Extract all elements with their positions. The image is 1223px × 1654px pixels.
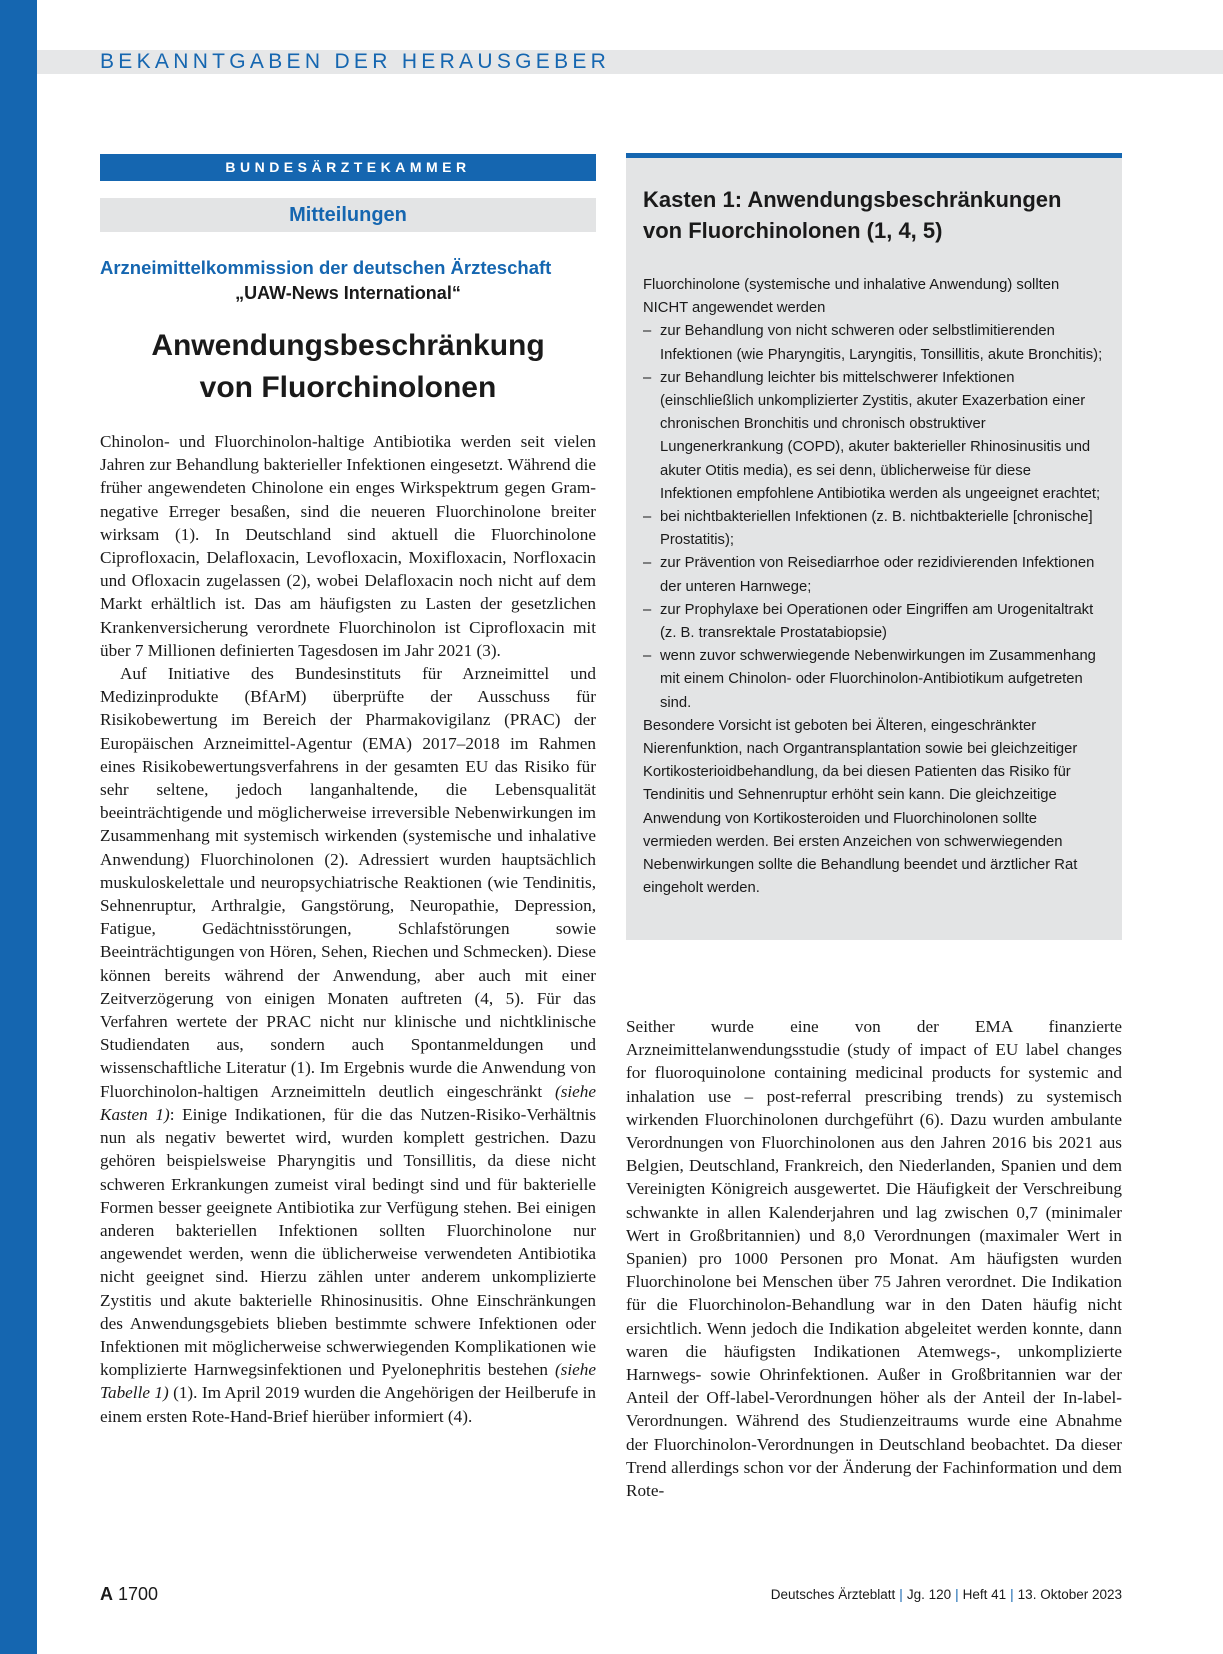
info-box-title [643,184,1104,246]
list-item: – bei nichtbakteriellen Infektionen (z. B. nichtbakterielle [chronische] Prostatitis); [643,506,1104,552]
paragraph-prac-end: (1). Im April 2019 wurden die Angehörigen der Heilberufe in einem ersten Rote-Hand-Brief hierüber informiert (4). [100,1383,596,1426]
info-box-title-line-1: Kasten 1: Anwendungsbeschränkungen [643,187,1062,212]
page-number-value: 1700 [118,1584,159,1604]
paragraph-prac-middle: : Einige Indikationen, für die das Nutzen-Risiko-Verhältnis nun als negativ bewertet wird, wurden komplett gestrichen. Dazu gehören beispielsweise Pharyngitis und Tonsillitis, da diese nicht schweren Erkrankungen zumeist viral bedingt sind und für bakterielle Formen besser geeignete Antibiotika zur Verfügung stehen. Bei einigen anderen bakteriellen Infektionen sollten Fluorchinolone nur angewendet werden, wenn die üblicherweise verwendeten Antibiotika nicht geeignet sind. Hierzu zählen unter anderem unkomplizierte Zystitis und akute bakterielle Rhinosinusitis. Ohne Einschränkungen des Anwendungsgebiets blieben bestimmte schwere Infektionen oder Infektionen mit möglicherweise schwerwiegenden Komplikationen wie komplizierte Harnwegsinfektionen und Pyelonephritis bestehen [100,1104,597,1380]
paragraph-study: Seither wurde eine von der EMA finanzierte Arzneimittelanwendungsstudie (study of impact of EU label changes for fluoroquinolone containing medicinal products for systemic and inhalation use – post-referral prescribing trends) zu systemisch wirkenden Fluorchinolonen durchgeführt (6). Dazu wurden ambulante Verordnungen von Fluorchinolonen aus den Jahren 2016 bis 2021 aus Belgien, Deutschland, Frankreich, den Niederlanden, Spanien und dem Vereinigten Königreich ausgewertet. Die Häufigkeit der Verschreibung schwankte in allen Kalenderjahren und lag zwischen 0,7 (minimaler Wert in Großbritannien) und 8,0 Verordnungen (maximaler Wert in Spanien) pro 1000 Personen pro Monat. Am häufigsten wurden Fluorchinolone bei Menschen über 75 Jahren verordnet. Die Indikation für die Fluorchinolon-Behandlung war in den Daten häufig nicht ersichtlich. Wenn jedoch die Indikation abgeleitet werden konnte, dann waren die häufigsten Indikationen Atemwegs-, unkomplizierte Harnwegs- sowie Ohrinfektionen. Außer in Großbritannien war der Anteil der Off-label-Verordnungen höher als der Anteil der In-label-Verordnungen. Während des Studienzeitraums wurde eine Abnahme der Fluorchinolon-Verordnungen in Deutschland beobachtet. Da dieser Trend allerdings schon vor der Änderung der Fachinformation und dem Rote- [626,1017,1122,1501]
left-column [100,430,596,1428]
list-item: – wenn zuvor schwerwiegende Nebenwirkungen im Zusammenhang mit einem Chinolon- oder Fluorchinolon-Antibiotikum aufgetreten sind. [643,645,1104,715]
list-item: – zur Behandlung von nicht schweren oder selbstlimitierenden Infektionen (wie Pharyngitis, Laryngitis, Tonsillitis, akute Bronchitis); [643,320,1104,366]
journal-volume: Jg. 120 [906,1587,952,1602]
series-heading: „UAW-News International“ [235,283,461,303]
page-prefix: A [100,1584,113,1604]
list-item: – zur Prävention von Reisediarrhoe oder rezidivierenden Infektionen der unteren Harnwege; [643,552,1104,598]
reference-tabelle: (siehe Tabelle 1) [100,1360,596,1403]
page-number [100,1584,158,1605]
article-title [100,325,596,409]
paragraph-intro: Chinolon- und Fluorchinolon-haltige Antibiotika werden seit vielen Jahren zur Behandlung bakterieller Infektionen eingesetzt. Während die früher angewendeten Chinolone ein enges Wirkspektrum gegen Gram-negative Erreger besaßen, sind die neueren Fluorchinolone breiter wirksam (1). In Deutschland sind aktuell die Fluorchinolone Ciprofloxacin, Delafloxacin, Levofloxacin, Moxifloxacin, Norfloxacin und Ofloxacin zugelassen (2), wobei Delafloxacin noch nicht auf dem Markt erhältlich ist. Das am häufigsten zu Lasten der gesetzlichen Krankenversicherung verordnete Fluorchinolon ist Ciprofloxacin mit über 7 Millionen definierten Tagesdosen im Jahr 2021 (3). [100,432,596,660]
subcategory-bar: Mitteilungen [100,198,596,232]
list-item: – zur Behandlung leichter bis mittelschwerer Infektionen (einschließlich unkomplizierter Zystitis, akuter Exazerbation einer chronischen Bronchitis und chronisch obstruktiver Lungenerkrankung (COPD), akuter bakterieller Rhinosinusitis und akuter Otitis media), es sei denn, üblicherweise für diese Infektionen empfohlene Antibiotika werden als ungeeignet erachtet; [643,367,1104,506]
info-box-title-line-2: von Fluorchinolonen (1, 4, 5) [643,218,943,243]
reference-kasten: (siehe Kasten 1) [100,1081,597,1124]
section-header: BEKANNTGABEN DER HERAUSGEBER [100,50,611,73]
paragraph-prac-start: Auf Initiative des Bundesinstituts für Arzneimittel und Medizinprodukte (BfArM) überprüfte der Ausschuss für Risikobewertung im Bereich der Pharmakovigilanz (PRAC) der Europäischen Arzneimittel-Agentur (EMA) 2017–2018 im Rahmen eines Risikobewertungsverfahrens in der gesamten EU das Risiko für sehr seltene, jedoch langanhaltende, die Lebensqualität beeinträchtigende und möglicherweise irreversible Nebenwirkungen im Zusammenhang mit systemisch wirkenden (systemische und inhalative Anwendung) Fluorchinolonen (2). Adressiert wurden hauptsächlich muskuloskelettale und neuropsychiatrische Reaktionen (wie Tendinitis, Sehnenruptur, Arthralgie, Gangstörung, Neuropathie, Depression, Fatigue, Gedächtnisstörungen, Schlafstörungen sowie Beeinträchtigungen von Hören, Sehen, Riechen und Schmecken). Diese können bereits während der Anwendung, aber auch mit einer Zeitverzögerung von einigen Monaten auftreten (4, 5). Für das Verfahren wertete der PRAC nicht nur klinische und nichtklinische Studiendaten aus, sondern auch Spontanmeldungen und wissenschaftliche Literatur (1). Im Ergebnis wurde die Anwendung von Fluorchinolon-haltigen Arzneimitteln deutlich eingeschränkt [100,664,596,1101]
journal-name: Deutsches Ärzteblatt [770,1587,896,1602]
right-column [626,1015,1122,1502]
info-box [626,153,1122,940]
journal-issue: Heft 41 [962,1587,1007,1602]
category-bar: BUNDESÄRZTEKAMMER [100,154,596,181]
paragraph-prac [100,662,596,1428]
info-box-closing: Besondere Vorsicht ist geboten bei Älteren, eingeschränkter Nierenfunktion, nach Organtransplantation sowie bei gleichzeitiger Kortikosterioidbehandlung, da bei diesen Patienten das Risiko für Tendinitis und Sehnenruptur erhöht sein kann. Die gleichzeitige Anwendung von Kortikosteroiden und Fluorchinolonen sollte vermieden werden. Bei ersten Anzeichen von schwerwiegenden Nebenwirkungen sollte die Behandlung beendet und ärztlicher Rat eingeholt werden. [643,717,1078,897]
organization-heading: Arzneimittelkommission der deutschen Ärzteschaft [100,257,552,278]
list-item: – zur Prophylaxe bei Operationen oder Eingriffen am Urogenitaltrakt (z. B. transrektale Prostatabiopsie) [643,599,1104,645]
info-box-intro: Fluorchinolone (systemische und inhalative Anwendung) sollten NICHT angewendet werden [643,277,1060,317]
article-title-line-1: Anwendungsbeschränkung [151,329,545,362]
journal-date: 13. Oktober 2023 [1017,1587,1122,1602]
info-box-body [643,274,1104,900]
info-box-list [643,320,1104,714]
left-accent-bar [0,0,37,1654]
article-title-line-2: von Fluorchinolonen [199,371,497,404]
journal-info: Deutsches Ärzteblatt | Jg. 120 | Heft 41 | 13. Oktober 2023 [770,1587,1122,1602]
